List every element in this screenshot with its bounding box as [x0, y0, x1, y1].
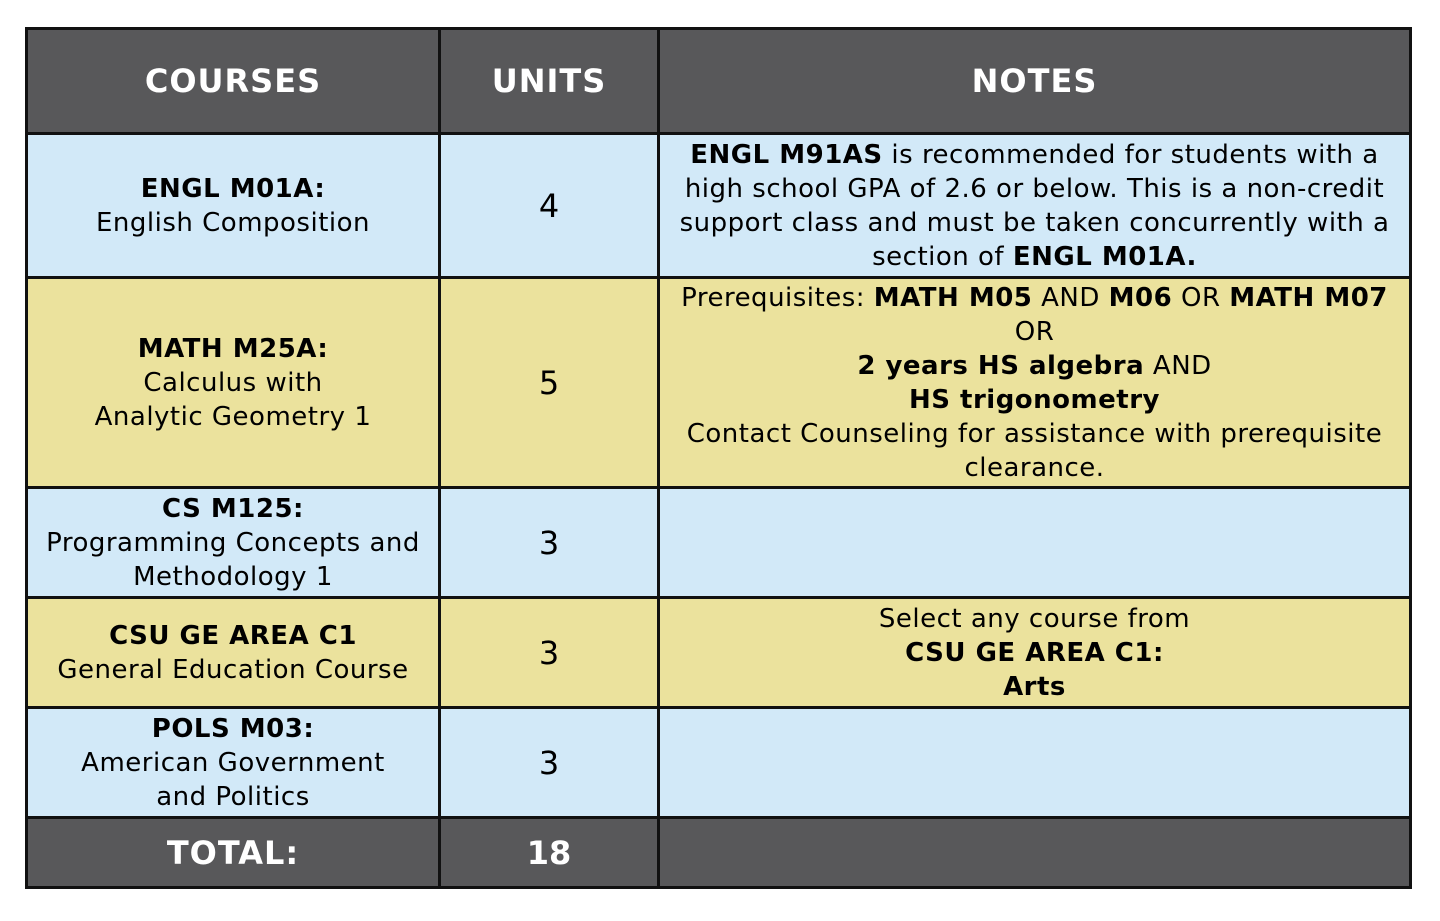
- units-cell: 3: [440, 598, 659, 708]
- prerequisites-line: [674, 281, 1395, 349]
- course-code: MATH M25A:: [137, 333, 329, 364]
- contact-note: Contact Counseling for assistance with prerequisite clearance.: [686, 418, 1383, 483]
- prereq-item: 2 years HS algebra: [857, 350, 1145, 381]
- table-row: [27, 488, 1411, 598]
- table-row: [27, 278, 1411, 488]
- prerequisites-label: Prerequisites:: [681, 282, 874, 313]
- course-code: CS M125:: [162, 493, 304, 524]
- total-notes-cell: [659, 818, 1411, 888]
- table-row: [27, 598, 1411, 708]
- table-header-row: [27, 29, 1411, 134]
- notes-cell: [659, 278, 1411, 488]
- course-code: POLS M03:: [151, 713, 315, 744]
- prereq-item: HS trigonometry: [909, 384, 1160, 415]
- notes-cell: [659, 488, 1411, 598]
- course-cell: [27, 708, 440, 818]
- notes-cell: [659, 598, 1411, 708]
- table-row: [27, 134, 1411, 278]
- total-units: 18: [440, 818, 659, 888]
- prereq-course: MATH M07: [1229, 282, 1388, 313]
- total-label: TOTAL:: [27, 818, 440, 888]
- course-cell: [27, 278, 440, 488]
- notes-area: CSU GE AREA C1:: [905, 637, 1164, 668]
- units-cell: 4: [440, 134, 659, 278]
- course-cell: [27, 488, 440, 598]
- connector-text: AND: [1032, 282, 1109, 313]
- header-notes: NOTES: [659, 29, 1411, 134]
- course-title-line: Programming Concepts and: [46, 527, 420, 558]
- units-cell: 3: [440, 708, 659, 818]
- course-cell: [27, 598, 440, 708]
- course-code: ENGL M01A:: [140, 173, 326, 204]
- course-title-line: Methodology 1: [133, 561, 333, 592]
- connector-text: OR: [1014, 316, 1055, 347]
- course-title-line: and Politics: [156, 781, 310, 812]
- course-title: General Education Course: [57, 654, 409, 685]
- course-title-line: American Government: [81, 747, 385, 778]
- total-row: [27, 818, 1411, 888]
- course-schedule-table: [25, 27, 1412, 889]
- units-cell: 3: [440, 488, 659, 598]
- course-title-line: Analytic Geometry 1: [94, 401, 372, 432]
- course-code: CSU GE AREA C1: [109, 620, 357, 651]
- header-courses: COURSES: [27, 29, 440, 134]
- table-row: [27, 708, 1411, 818]
- notes-area-name: Arts: [1003, 671, 1066, 702]
- notes-text: is recommended for students with a high school GPA of 2.6 or below. This is a non-credit support class and must be taken concurrently with a section of: [679, 139, 1390, 272]
- connector-text: AND: [1144, 350, 1212, 381]
- connector-text: OR: [1172, 282, 1230, 313]
- notes-course-code: ENGL M01A.: [1012, 241, 1197, 272]
- header-units: UNITS: [440, 29, 659, 134]
- course-title: English Composition: [95, 207, 371, 238]
- notes-text: Select any course from: [878, 603, 1191, 634]
- notes-cell: [659, 708, 1411, 818]
- course-cell: [27, 134, 440, 278]
- notes-course-code: ENGL M91AS: [690, 139, 883, 170]
- notes-cell: [659, 134, 1411, 278]
- prereq-course: M06: [1108, 282, 1173, 313]
- units-cell: 5: [440, 278, 659, 488]
- prerequisites-line: [674, 349, 1395, 383]
- course-title-line: Calculus with: [143, 367, 323, 398]
- prereq-course: MATH M05: [873, 282, 1033, 313]
